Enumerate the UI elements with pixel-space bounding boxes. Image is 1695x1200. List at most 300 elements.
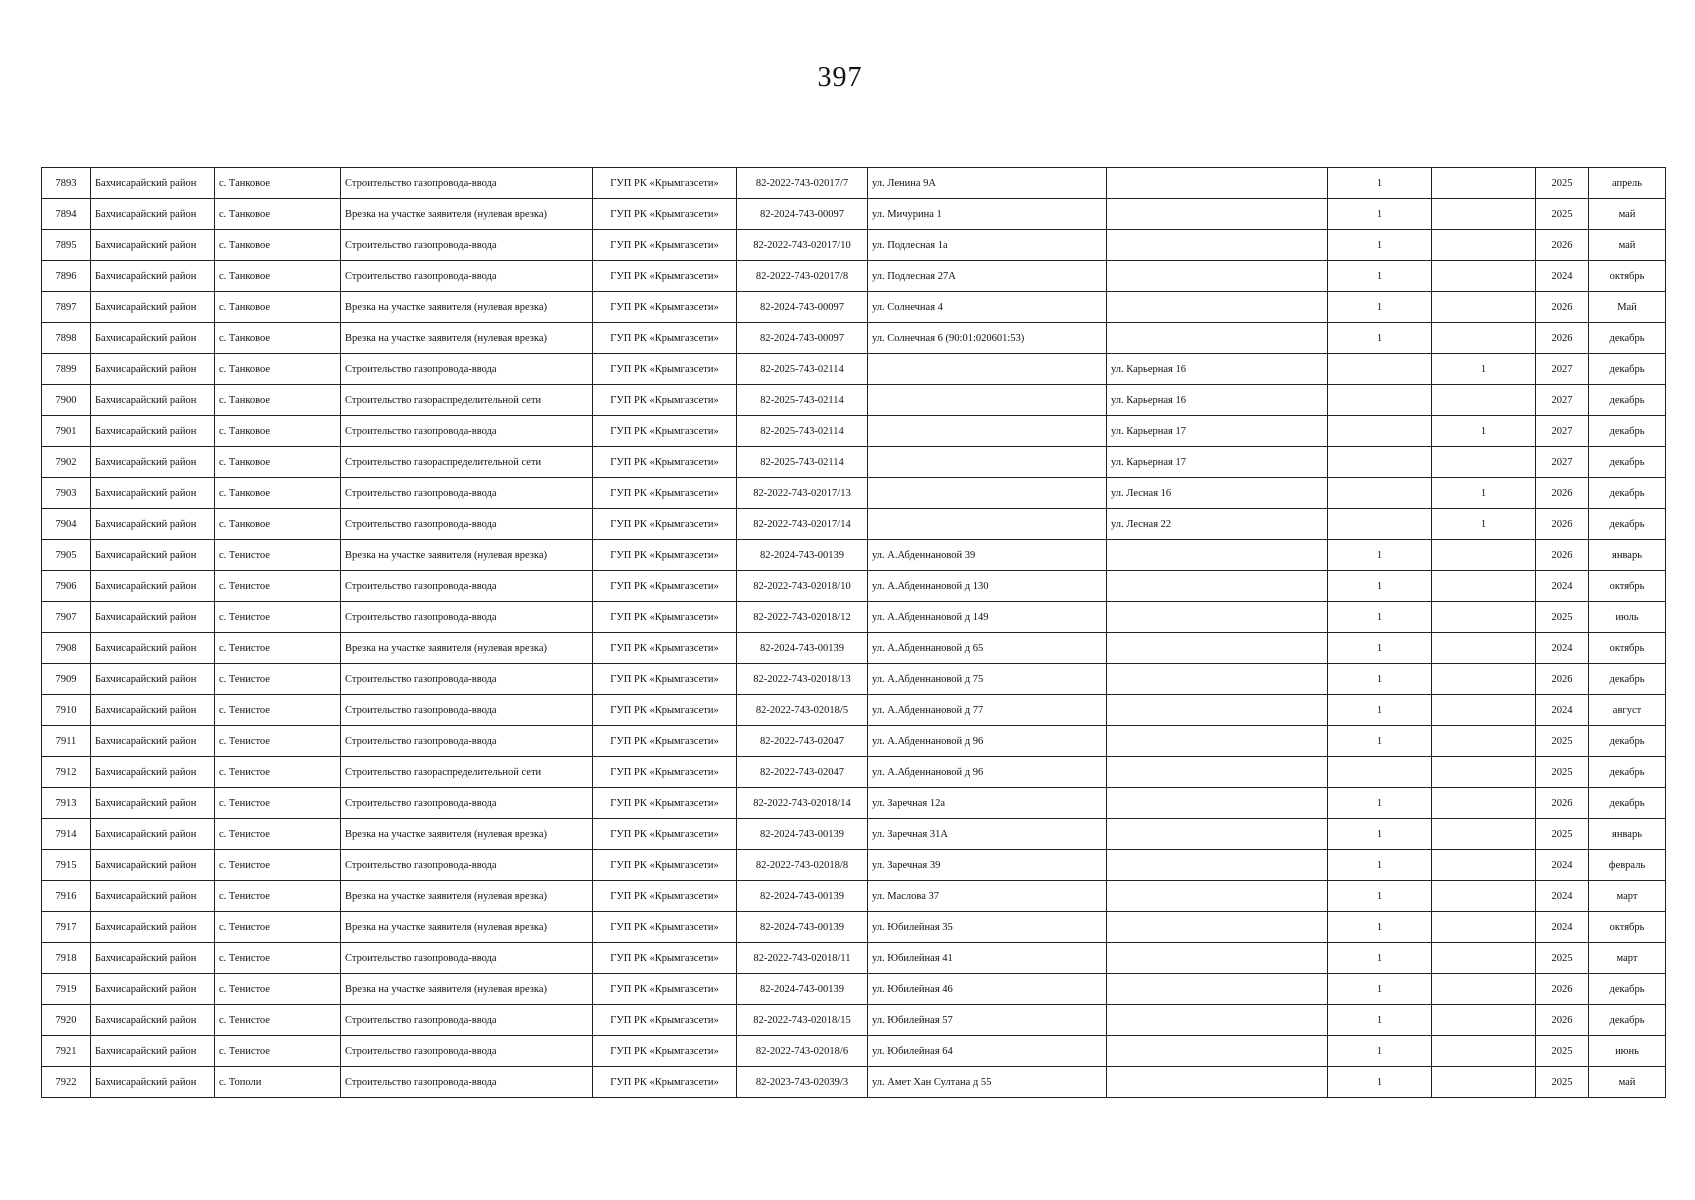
year-cell: 2024 <box>1536 633 1589 664</box>
table-row <box>42 292 1666 323</box>
work-type-cell: Строительство газопровода-ввода <box>341 602 593 633</box>
count-cell: 1 <box>1328 230 1432 261</box>
address-cell: ул. А.Абденнановой д 149 <box>868 602 1107 633</box>
gasification-register-table <box>41 167 1666 1098</box>
settlement-cell: с. Танковое <box>215 199 341 230</box>
settlement-cell: с. Тенистое <box>215 912 341 943</box>
table-row <box>42 881 1666 912</box>
address-alt-cell <box>1107 943 1328 974</box>
address-alt-cell <box>1107 230 1328 261</box>
row-number: 7921 <box>42 1036 91 1067</box>
count-alt-cell <box>1432 819 1536 850</box>
count-alt-cell <box>1432 943 1536 974</box>
table-row <box>42 1005 1666 1036</box>
row-number: 7915 <box>42 850 91 881</box>
address-cell: ул. Заречная 31А <box>868 819 1107 850</box>
permit-number-cell: 82-2022-743-02018/8 <box>737 850 868 881</box>
district-cell: Бахчисарайский район <box>91 1036 215 1067</box>
address-alt-cell <box>1107 633 1328 664</box>
count-alt-cell <box>1432 447 1536 478</box>
count-alt-cell <box>1432 261 1536 292</box>
work-type-cell: Строительство газопровода-ввода <box>341 726 593 757</box>
count-cell <box>1328 416 1432 447</box>
row-number: 7902 <box>42 447 91 478</box>
permit-number-cell: 82-2022-743-02018/11 <box>737 943 868 974</box>
address-cell: ул. Амет Хан Султана д 55 <box>868 1067 1107 1098</box>
permit-number-cell: 82-2022-743-02018/5 <box>737 695 868 726</box>
table-row <box>42 509 1666 540</box>
count-alt-cell <box>1432 974 1536 1005</box>
owner-cell: ГУП РК «Крымгазсети» <box>593 416 737 447</box>
year-cell: 2025 <box>1536 819 1589 850</box>
settlement-cell: с. Тенистое <box>215 819 341 850</box>
count-cell: 1 <box>1328 726 1432 757</box>
owner-cell: ГУП РК «Крымгазсети» <box>593 912 737 943</box>
table-row <box>42 943 1666 974</box>
row-number: 7903 <box>42 478 91 509</box>
settlement-cell: с. Танковое <box>215 261 341 292</box>
count-cell: 1 <box>1328 199 1432 230</box>
row-number: 7900 <box>42 385 91 416</box>
table-row <box>42 478 1666 509</box>
month-cell: март <box>1589 943 1666 974</box>
table-row <box>42 788 1666 819</box>
count-cell: 1 <box>1328 912 1432 943</box>
owner-cell: ГУП РК «Крымгазсети» <box>593 1067 737 1098</box>
address-alt-cell <box>1107 819 1328 850</box>
address-cell: ул. Юбилейная 46 <box>868 974 1107 1005</box>
address-alt-cell: ул. Карьерная 17 <box>1107 416 1328 447</box>
table-row <box>42 571 1666 602</box>
table-row <box>42 912 1666 943</box>
count-alt-cell <box>1432 199 1536 230</box>
district-cell: Бахчисарайский район <box>91 850 215 881</box>
month-cell: декабрь <box>1589 974 1666 1005</box>
settlement-cell: с. Тенистое <box>215 788 341 819</box>
row-number: 7897 <box>42 292 91 323</box>
owner-cell: ГУП РК «Крымгазсети» <box>593 881 737 912</box>
month-cell: октябрь <box>1589 261 1666 292</box>
district-cell: Бахчисарайский район <box>91 726 215 757</box>
settlement-cell: с. Тенистое <box>215 726 341 757</box>
row-number: 7922 <box>42 1067 91 1098</box>
month-cell: март <box>1589 881 1666 912</box>
permit-number-cell: 82-2024-743-00097 <box>737 292 868 323</box>
count-alt-cell <box>1432 1036 1536 1067</box>
district-cell: Бахчисарайский район <box>91 323 215 354</box>
permit-number-cell: 82-2022-743-02017/8 <box>737 261 868 292</box>
month-cell: октябрь <box>1589 571 1666 602</box>
district-cell: Бахчисарайский район <box>91 230 215 261</box>
address-alt-cell <box>1107 757 1328 788</box>
row-number: 7913 <box>42 788 91 819</box>
work-type-cell: Строительство газораспределительной сети <box>341 447 593 478</box>
count-cell: 1 <box>1328 168 1432 199</box>
count-cell <box>1328 509 1432 540</box>
owner-cell: ГУП РК «Крымгазсети» <box>593 447 737 478</box>
district-cell: Бахчисарайский район <box>91 602 215 633</box>
address-cell: ул. Подлесная 1а <box>868 230 1107 261</box>
address-cell: ул. Солнечная 4 <box>868 292 1107 323</box>
row-number: 7909 <box>42 664 91 695</box>
owner-cell: ГУП РК «Крымгазсети» <box>593 788 737 819</box>
owner-cell: ГУП РК «Крымгазсети» <box>593 757 737 788</box>
settlement-cell: с. Танковое <box>215 385 341 416</box>
district-cell: Бахчисарайский район <box>91 633 215 664</box>
month-cell: декабрь <box>1589 416 1666 447</box>
month-cell: декабрь <box>1589 354 1666 385</box>
address-cell: ул. Юбилейная 41 <box>868 943 1107 974</box>
year-cell: 2025 <box>1536 602 1589 633</box>
address-alt-cell <box>1107 1036 1328 1067</box>
row-number: 7906 <box>42 571 91 602</box>
owner-cell: ГУП РК «Крымгазсети» <box>593 664 737 695</box>
settlement-cell: с. Танковое <box>215 509 341 540</box>
district-cell: Бахчисарайский район <box>91 912 215 943</box>
count-alt-cell <box>1432 912 1536 943</box>
work-type-cell: Строительство газопровода-ввода <box>341 571 593 602</box>
address-cell: ул. Юбилейная 35 <box>868 912 1107 943</box>
month-cell: декабрь <box>1589 478 1666 509</box>
month-cell: июнь <box>1589 1036 1666 1067</box>
work-type-cell: Строительство газопровода-ввода <box>341 664 593 695</box>
year-cell: 2026 <box>1536 478 1589 509</box>
permit-number-cell: 82-2025-743-02114 <box>737 354 868 385</box>
table-row <box>42 447 1666 478</box>
count-cell: 1 <box>1328 571 1432 602</box>
month-cell: декабрь <box>1589 323 1666 354</box>
district-cell: Бахчисарайский район <box>91 1067 215 1098</box>
table-row <box>42 354 1666 385</box>
count-alt-cell <box>1432 323 1536 354</box>
permit-number-cell: 82-2024-743-00139 <box>737 912 868 943</box>
count-cell: 1 <box>1328 323 1432 354</box>
address-cell <box>868 509 1107 540</box>
row-number: 7896 <box>42 261 91 292</box>
table-row <box>42 695 1666 726</box>
district-cell: Бахчисарайский район <box>91 261 215 292</box>
count-cell: 1 <box>1328 292 1432 323</box>
month-cell: декабрь <box>1589 664 1666 695</box>
address-alt-cell: ул. Карьерная 17 <box>1107 447 1328 478</box>
address-alt-cell <box>1107 850 1328 881</box>
year-cell: 2027 <box>1536 354 1589 385</box>
permit-number-cell: 82-2024-743-00139 <box>737 540 868 571</box>
month-cell: декабрь <box>1589 1005 1666 1036</box>
year-cell: 2025 <box>1536 1067 1589 1098</box>
work-type-cell: Строительство газопровода-ввода <box>341 168 593 199</box>
year-cell: 2026 <box>1536 230 1589 261</box>
row-number: 7914 <box>42 819 91 850</box>
address-alt-cell <box>1107 323 1328 354</box>
count-cell: 1 <box>1328 974 1432 1005</box>
address-cell <box>868 354 1107 385</box>
settlement-cell: с. Танковое <box>215 416 341 447</box>
year-cell: 2027 <box>1536 385 1589 416</box>
count-alt-cell <box>1432 788 1536 819</box>
month-cell: декабрь <box>1589 726 1666 757</box>
owner-cell: ГУП РК «Крымгазсети» <box>593 726 737 757</box>
table-row <box>42 819 1666 850</box>
month-cell: декабрь <box>1589 447 1666 478</box>
work-type-cell: Строительство газопровода-ввода <box>341 788 593 819</box>
district-cell: Бахчисарайский район <box>91 1005 215 1036</box>
work-type-cell: Строительство газопровода-ввода <box>341 1036 593 1067</box>
count-alt-cell: 1 <box>1432 416 1536 447</box>
row-number: 7905 <box>42 540 91 571</box>
settlement-cell: с. Тенистое <box>215 1036 341 1067</box>
permit-number-cell: 82-2024-743-00139 <box>737 819 868 850</box>
work-type-cell: Строительство газопровода-ввода <box>341 695 593 726</box>
address-cell: ул. А.Абденнановой д 96 <box>868 726 1107 757</box>
district-cell: Бахчисарайский район <box>91 695 215 726</box>
count-alt-cell <box>1432 168 1536 199</box>
year-cell: 2026 <box>1536 1005 1589 1036</box>
count-alt-cell <box>1432 695 1536 726</box>
table-row <box>42 1036 1666 1067</box>
year-cell: 2024 <box>1536 571 1589 602</box>
count-cell: 1 <box>1328 1067 1432 1098</box>
address-alt-cell: ул. Карьерная 16 <box>1107 385 1328 416</box>
count-cell: 1 <box>1328 788 1432 819</box>
address-cell <box>868 478 1107 509</box>
count-alt-cell: 1 <box>1432 354 1536 385</box>
count-cell: 1 <box>1328 819 1432 850</box>
district-cell: Бахчисарайский район <box>91 168 215 199</box>
table-row <box>42 323 1666 354</box>
address-cell: ул. А.Абденнановой д 65 <box>868 633 1107 664</box>
work-type-cell: Строительство газопровода-ввода <box>341 509 593 540</box>
address-alt-cell <box>1107 1005 1328 1036</box>
row-number: 7919 <box>42 974 91 1005</box>
settlement-cell: с. Тополи <box>215 1067 341 1098</box>
month-cell: январь <box>1589 819 1666 850</box>
month-cell: январь <box>1589 540 1666 571</box>
row-number: 7908 <box>42 633 91 664</box>
owner-cell: ГУП РК «Крымгазсети» <box>593 1005 737 1036</box>
year-cell: 2025 <box>1536 199 1589 230</box>
district-cell: Бахчисарайский район <box>91 540 215 571</box>
count-alt-cell <box>1432 850 1536 881</box>
table-row <box>42 757 1666 788</box>
district-cell: Бахчисарайский район <box>91 199 215 230</box>
district-cell: Бахчисарайский район <box>91 354 215 385</box>
year-cell: 2027 <box>1536 447 1589 478</box>
row-number: 7907 <box>42 602 91 633</box>
year-cell: 2026 <box>1536 292 1589 323</box>
count-cell <box>1328 385 1432 416</box>
address-cell: ул. А.Абденнановой 39 <box>868 540 1107 571</box>
count-alt-cell <box>1432 385 1536 416</box>
register-body <box>42 168 1666 1098</box>
work-type-cell: Строительство газопровода-ввода <box>341 354 593 385</box>
owner-cell: ГУП РК «Крымгазсети» <box>593 292 737 323</box>
district-cell: Бахчисарайский район <box>91 478 215 509</box>
month-cell: декабрь <box>1589 788 1666 819</box>
address-cell: ул. Ленина 9А <box>868 168 1107 199</box>
owner-cell: ГУП РК «Крымгазсети» <box>593 943 737 974</box>
address-alt-cell <box>1107 168 1328 199</box>
address-cell: ул. Заречная 39 <box>868 850 1107 881</box>
row-number: 7918 <box>42 943 91 974</box>
owner-cell: ГУП РК «Крымгазсети» <box>593 261 737 292</box>
settlement-cell: с. Танковое <box>215 323 341 354</box>
address-alt-cell <box>1107 695 1328 726</box>
month-cell: август <box>1589 695 1666 726</box>
permit-number-cell: 82-2024-743-00097 <box>737 323 868 354</box>
count-alt-cell: 1 <box>1432 509 1536 540</box>
count-alt-cell <box>1432 1067 1536 1098</box>
address-alt-cell <box>1107 602 1328 633</box>
table-row <box>42 385 1666 416</box>
settlement-cell: с. Танковое <box>215 478 341 509</box>
row-number: 7899 <box>42 354 91 385</box>
district-cell: Бахчисарайский район <box>91 292 215 323</box>
row-number: 7911 <box>42 726 91 757</box>
permit-number-cell: 82-2023-743-02039/3 <box>737 1067 868 1098</box>
count-alt-cell <box>1432 230 1536 261</box>
count-alt-cell <box>1432 633 1536 664</box>
permit-number-cell: 82-2022-743-02018/14 <box>737 788 868 819</box>
address-cell: ул. Подлесная 27А <box>868 261 1107 292</box>
district-cell: Бахчисарайский район <box>91 788 215 819</box>
year-cell: 2024 <box>1536 261 1589 292</box>
table-row <box>42 168 1666 199</box>
settlement-cell: с. Танковое <box>215 354 341 385</box>
district-cell: Бахчисарайский район <box>91 447 215 478</box>
permit-number-cell: 82-2024-743-00139 <box>737 633 868 664</box>
address-alt-cell <box>1107 788 1328 819</box>
count-alt-cell <box>1432 881 1536 912</box>
address-cell: ул. А.Абденнановой д 96 <box>868 757 1107 788</box>
permit-number-cell: 82-2024-743-00097 <box>737 199 868 230</box>
table-row <box>42 1067 1666 1098</box>
settlement-cell: с. Танковое <box>215 230 341 261</box>
settlement-cell: с. Тенистое <box>215 850 341 881</box>
permit-number-cell: 82-2024-743-00139 <box>737 881 868 912</box>
year-cell: 2024 <box>1536 695 1589 726</box>
count-cell: 1 <box>1328 261 1432 292</box>
address-alt-cell: ул. Карьерная 16 <box>1107 354 1328 385</box>
permit-number-cell: 82-2024-743-00139 <box>737 974 868 1005</box>
month-cell: июль <box>1589 602 1666 633</box>
owner-cell: ГУП РК «Крымгазсети» <box>593 354 737 385</box>
year-cell: 2024 <box>1536 850 1589 881</box>
work-type-cell: Строительство газопровода-ввода <box>341 416 593 447</box>
count-cell: 1 <box>1328 850 1432 881</box>
address-cell: ул. Маслова 37 <box>868 881 1107 912</box>
owner-cell: ГУП РК «Крымгазсети» <box>593 602 737 633</box>
count-cell <box>1328 757 1432 788</box>
table-row <box>42 974 1666 1005</box>
count-alt-cell <box>1432 1005 1536 1036</box>
count-cell <box>1328 354 1432 385</box>
work-type-cell: Строительство газораспределительной сети <box>341 757 593 788</box>
row-number: 7904 <box>42 509 91 540</box>
work-type-cell: Строительство газопровода-ввода <box>341 261 593 292</box>
permit-number-cell: 82-2022-743-02018/10 <box>737 571 868 602</box>
row-number: 7916 <box>42 881 91 912</box>
owner-cell: ГУП РК «Крымгазсети» <box>593 230 737 261</box>
month-cell: апрель <box>1589 168 1666 199</box>
settlement-cell: с. Танковое <box>215 168 341 199</box>
count-alt-cell <box>1432 726 1536 757</box>
owner-cell: ГУП РК «Крымгазсети» <box>593 323 737 354</box>
settlement-cell: с. Тенистое <box>215 540 341 571</box>
address-alt-cell <box>1107 261 1328 292</box>
owner-cell: ГУП РК «Крымгазсети» <box>593 168 737 199</box>
address-cell <box>868 416 1107 447</box>
address-alt-cell <box>1107 664 1328 695</box>
permit-number-cell: 82-2022-743-02047 <box>737 757 868 788</box>
work-type-cell: Врезка на участке заявителя (нулевая врезка) <box>341 323 593 354</box>
settlement-cell: с. Тенистое <box>215 664 341 695</box>
work-type-cell: Строительство газопровода-ввода <box>341 1067 593 1098</box>
settlement-cell: с. Тенистое <box>215 695 341 726</box>
address-cell <box>868 447 1107 478</box>
year-cell: 2024 <box>1536 912 1589 943</box>
count-alt-cell <box>1432 292 1536 323</box>
owner-cell: ГУП РК «Крымгазсети» <box>593 509 737 540</box>
row-number: 7898 <box>42 323 91 354</box>
count-cell: 1 <box>1328 1005 1432 1036</box>
address-cell: ул. Юбилейная 64 <box>868 1036 1107 1067</box>
work-type-cell: Врезка на участке заявителя (нулевая врезка) <box>341 881 593 912</box>
table-row <box>42 261 1666 292</box>
address-alt-cell: ул. Лесная 16 <box>1107 478 1328 509</box>
table-row <box>42 199 1666 230</box>
count-alt-cell <box>1432 757 1536 788</box>
district-cell: Бахчисарайский район <box>91 881 215 912</box>
settlement-cell: с. Тенистое <box>215 1005 341 1036</box>
month-cell: май <box>1589 199 1666 230</box>
work-type-cell: Врезка на участке заявителя (нулевая врезка) <box>341 974 593 1005</box>
district-cell: Бахчисарайский район <box>91 757 215 788</box>
work-type-cell: Врезка на участке заявителя (нулевая врезка) <box>341 633 593 664</box>
count-alt-cell <box>1432 664 1536 695</box>
row-number: 7901 <box>42 416 91 447</box>
month-cell: декабрь <box>1589 757 1666 788</box>
district-cell: Бахчисарайский район <box>91 509 215 540</box>
month-cell: февраль <box>1589 850 1666 881</box>
address-alt-cell <box>1107 974 1328 1005</box>
address-alt-cell: ул. Лесная 22 <box>1107 509 1328 540</box>
row-number: 7895 <box>42 230 91 261</box>
address-alt-cell <box>1107 292 1328 323</box>
owner-cell: ГУП РК «Крымгазсети» <box>593 540 737 571</box>
work-type-cell: Строительство газопровода-ввода <box>341 943 593 974</box>
owner-cell: ГУП РК «Крымгазсети» <box>593 1036 737 1067</box>
count-cell <box>1328 478 1432 509</box>
owner-cell: ГУП РК «Крымгазсети» <box>593 633 737 664</box>
address-alt-cell <box>1107 912 1328 943</box>
address-alt-cell <box>1107 881 1328 912</box>
count-cell: 1 <box>1328 633 1432 664</box>
permit-number-cell: 82-2022-743-02018/12 <box>737 602 868 633</box>
permit-number-cell: 82-2022-743-02018/13 <box>737 664 868 695</box>
year-cell: 2026 <box>1536 509 1589 540</box>
address-cell <box>868 385 1107 416</box>
address-cell: ул. Юбилейная 57 <box>868 1005 1107 1036</box>
owner-cell: ГУП РК «Крымгазсети» <box>593 478 737 509</box>
settlement-cell: с. Танковое <box>215 447 341 478</box>
year-cell: 2027 <box>1536 416 1589 447</box>
row-number: 7910 <box>42 695 91 726</box>
address-cell: ул. Заречная 12а <box>868 788 1107 819</box>
table-row <box>42 850 1666 881</box>
owner-cell: ГУП РК «Крымгазсети» <box>593 695 737 726</box>
address-alt-cell <box>1107 540 1328 571</box>
